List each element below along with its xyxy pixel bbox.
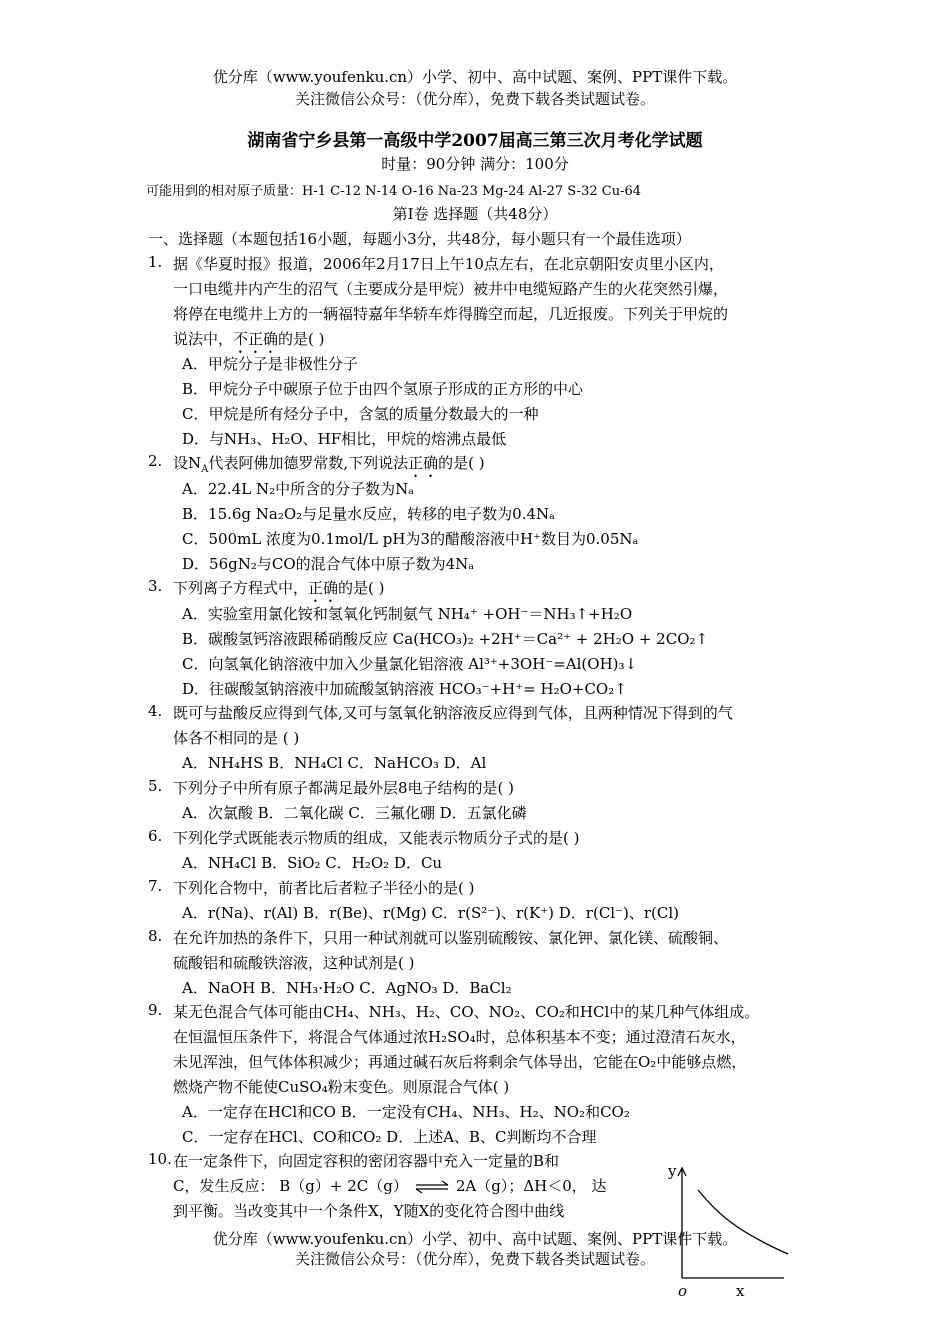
question-6-options: A．NH₄Cl B．SiO₂ C．H₂O₂ D．Cu [182, 854, 443, 872]
exam-title: 湖南省宁乡县第一高级中学2007届高三第三次月考化学试题 [247, 131, 703, 151]
question-8-number: 8. [148, 927, 163, 945]
question-2-number: 2. [148, 452, 163, 470]
exam-time: 时量：90分钟 满分：100分 [381, 155, 569, 173]
question-7-number: 7. [148, 877, 163, 895]
question-3-option-c: C．向氢氧化钠溶液中加入少量氯化铝溶液 Al³⁺+3OH⁻=Al(OH)₃↓ [182, 655, 638, 673]
question-2-mid: 代表阿佛加德罗常数,下列说法 [208, 454, 409, 472]
atomic-masses: 可能用到的相对原子质量：H-1 C-12 N-14 O-16 Na-23 Mg-24 Al-27 S-32 Cu-64 [146, 184, 641, 199]
graph-y-label: y [668, 1162, 677, 1180]
question-2-option-a: A．22.4L N₂中所含的分子数为Nₐ [182, 480, 415, 498]
question-2-line-1 [173, 452, 485, 481]
question-3-option-d: D．往碳酸氢钠溶液中加硫酸氢钠溶液 HCO₃⁻+H⁺= H₂O+CO₂↑ [182, 680, 627, 698]
question-8-options: A．NaOH B．NH₃·H₂O C．AgNO₃ D．BaCl₂ [182, 979, 512, 997]
question-1-option-a: A．甲烷分子是非极性分子 [182, 355, 358, 373]
question-9-line-2: 在恒温恒压条件下，将混合气体通过浓H₂SO₄时，总体积基本不变；通过澄清石灰水， [173, 1028, 746, 1046]
question-10-reaction-left: C，发生反应： B（g）+ 2C（g） [173, 1177, 408, 1195]
question-10-line-1: 在一定条件下，向固定容积的密闭容器中充入一定量的B和 [173, 1152, 560, 1170]
question-1-line-2: 一口电缆井内产生的沼气（主要成分是甲烷）被井中电缆短路产生的火花突然引爆， [173, 280, 729, 298]
question-8-line-1: 在允许加热的条件下，只用一种试剂就可以鉴别硫酸铵、氯化钾、氯化镁、硫酸铜、 [173, 929, 729, 947]
question-2-prefix: 设N [173, 454, 202, 472]
question-1-line-3: 将停在电缆井上方的一辆福特嘉年华轿车炸得腾空而起，几近报废。下列关于甲烷的 [173, 305, 729, 323]
question-1-prefix: 说法中， [173, 330, 234, 348]
question-2-suffix: 的是( ) [438, 454, 485, 472]
question-4-number: 4. [148, 702, 163, 720]
question-5-line-1: 下列分子中所有原子都满足最外层8电子结构的是( ) [173, 779, 515, 797]
question-3-option-a: A．实验室用氯化铵和氢氧化钙制氨气 NH₄⁺ +OH⁻＝NH₃↑+H₂O [182, 605, 633, 623]
question-2-emphasis: 正确 [408, 454, 439, 472]
question-9-number: 9. [148, 1001, 163, 1019]
question-5-number: 5. [148, 777, 163, 795]
question-8-line-2: 硫酸铝和硫酸铁溶液，这种试剂是( ) [173, 954, 415, 972]
question-4-line-1: 既可与盐酸反应得到气体,又可与氢氧化钠溶液反应得到气体，且两种情况下得到的气 [173, 704, 733, 722]
question-10-number: 10. [148, 1150, 172, 1168]
graph-origin-label: o [678, 1282, 688, 1300]
footer-line-1: 优分库（www.youfenku.cn）小学、初中、高中试题、案例、PPT课件下载。 [212, 1230, 738, 1248]
question-4-options: A．NH₄HS B．NH₄Cl C．NaHCO₃ D．Al [182, 754, 487, 772]
question-1-emphasis: 不正确 [233, 330, 279, 348]
question-2-option-d: D．56gN₂与CO的混合气体中原子数为4Nₐ [182, 555, 475, 573]
question-2-sub: A [201, 464, 209, 475]
question-2-option-c: C．500mL 浓度为0.1mol/L pH为3的醋酸溶液中H⁺数目为0.05Nₐ [182, 530, 639, 548]
question-3-prefix: 下列离子方程式中， [173, 579, 309, 597]
question-1-option-c: C．甲烷是所有烃分子中，含氢的质量分数最大的一种 [182, 405, 539, 423]
question-1-option-d: D．与NH₃、H₂O、HF相比，甲烷的熔沸点最低 [182, 430, 507, 448]
question-5-options: A．次氯酸 B．二氧化碳 C．三氟化硼 D．五氯化磷 [182, 804, 527, 822]
question-10-reaction-right: 2A（g）；ΔH＜0， 达 [455, 1177, 607, 1195]
question-6-number: 6. [148, 827, 163, 845]
question-1-suffix: 的是( ) [278, 330, 325, 348]
question-1-number: 1. [148, 253, 163, 271]
question-10-line-3: 到平衡。当改变其中一个条件X，Y随X的变化符合图中曲线 [173, 1202, 565, 1220]
question-9-line-1: 某无色混合气体可能由CH₄、NH₃、H₂、CO、NO₂、CO₂和HCl中的某几种气体组成。 [173, 1003, 760, 1021]
part-1-heading: 第Ⅰ卷 选择题（共48分） [392, 205, 558, 223]
question-1-option-b: B．甲烷分子中碳原子位于由四个氢原子形成的正方形的中心 [182, 380, 584, 398]
question-7-options: A．r(Na)、r(Al) B．r(Be)、r(Mg) C．r(S²⁻)、r(K⁺) D．r(Cl⁻)、r(Cl) [182, 904, 680, 922]
question-9-line-4: 燃烧产物不能使CuSO₄粉末变色。则原混合气体( ) [173, 1078, 510, 1096]
question-3-option-b: B．碳酸氢钙溶液跟稀硝酸反应 Ca(HCO₃)₂ +2H⁺＝Ca²⁺ + 2H₂O + 2CO₂↑ [182, 630, 709, 648]
question-3-number: 3. [148, 577, 163, 595]
question-3-suffix: 的是( ) [338, 579, 385, 597]
question-9-options-cd: C．一定存在HCl、CO和CO₂ D．上述A、B、C判断均不合理 [182, 1128, 597, 1146]
section-1-heading: 一、选择题（本题包括16小题，每题小3分，共48分，每小题只有一个最佳选项） [148, 230, 691, 248]
question-3-emphasis: 正确 [308, 579, 339, 597]
header-line-2: 关注微信公众号：（优分库），免费下载各类试题试卷。 [294, 90, 655, 108]
question-1-line-1: 据《华夏时报》报道，2006年2月17日上午10点左右，在北京朝阳安贞里小区内， [173, 255, 724, 273]
graph-x-label: x [736, 1282, 745, 1300]
question-9-options-ab: A．一定存在HCl和CO B．一定没有CH₄、NH₃、H₂、NO₂和CO₂ [182, 1103, 630, 1121]
header-line-1: 优分库（www.youfenku.cn）小学、初中、高中试题、案例、PPT课件下载。 [212, 68, 738, 86]
question-6-line-1: 下列化学式既能表示物质的组成，又能表示物质分子式的是( ) [173, 829, 580, 847]
question-9-line-3: 未见浑浊，但气体体积减少；再通过碱石灰后将剩余气体导出，它能在O₂中能够点燃， [173, 1053, 747, 1071]
footer-line-2: 关注微信公众号：（优分库），免费下载各类试题试卷。 [294, 1250, 655, 1268]
question-2-option-b: B．15.6g Na₂O₂与足量水反应，转移的电子数为0.4Nₐ [182, 505, 555, 523]
question-3-line-1 [173, 577, 385, 606]
question-7-line-1: 下列化合物中，前者比后者粒子半径小的是( ) [173, 879, 475, 897]
question-10-line-2 [173, 1175, 607, 1196]
equilibrium-arrow-icon [414, 1180, 450, 1194]
question-4-line-2: 体各不相同的是 ( ) [173, 729, 300, 747]
